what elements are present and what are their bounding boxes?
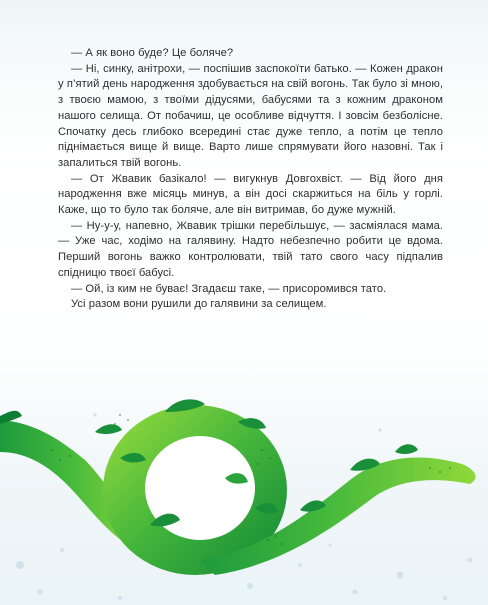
paragraph-6: Усі разом вони рушили до галявини за селищем. (71, 298, 327, 311)
paragraph-5: — Ой, із ким не буває! Згадаєш таке, — присоромився тато. (71, 282, 387, 295)
story-text (58, 46, 443, 313)
paragraph-3: — От Жвавик базікало! — вигукнув Довгохвіст. — Від його дня народження вже місяць минув, а він досі скаржиться на біль у горлі. Каже, що то було так боляче, але він витримав, бо дуже мужній. (58, 172, 443, 217)
paragraph-4: — Ну-у-у, напевно, Жвавик трішки перебільшує, — засміялася мама. — Уже час, ходімо на галявину. Надто небезпечно робити це вдома. Перший вогонь важко контролювати, твій тато свого часу підпалив спідницю твоєї бабусі. (58, 219, 443, 279)
dragon-tail-illustration (0, 360, 488, 605)
paragraph-2: — Ні, синку, анітрохи, — поспішив заспокоїти батько. — Кожен дракон у п’ятий день народження здобувається на свій вогонь. Так було зі мною, з твоєю мамою, з твоїми дідусями, бабусями та з кожним драконом нашого селища. От побачиш, це особливе відчуття. І зовсім безболісне. Спочатку десь глибоко всередині стає дуже тепло, а потім це тепло піднімається вище й вище. Варто лише спрямувати його назовні. Так і запалиться твій вогонь. (58, 62, 443, 169)
paragraph-1: — А як воно буде? Це боляче? (71, 47, 234, 59)
